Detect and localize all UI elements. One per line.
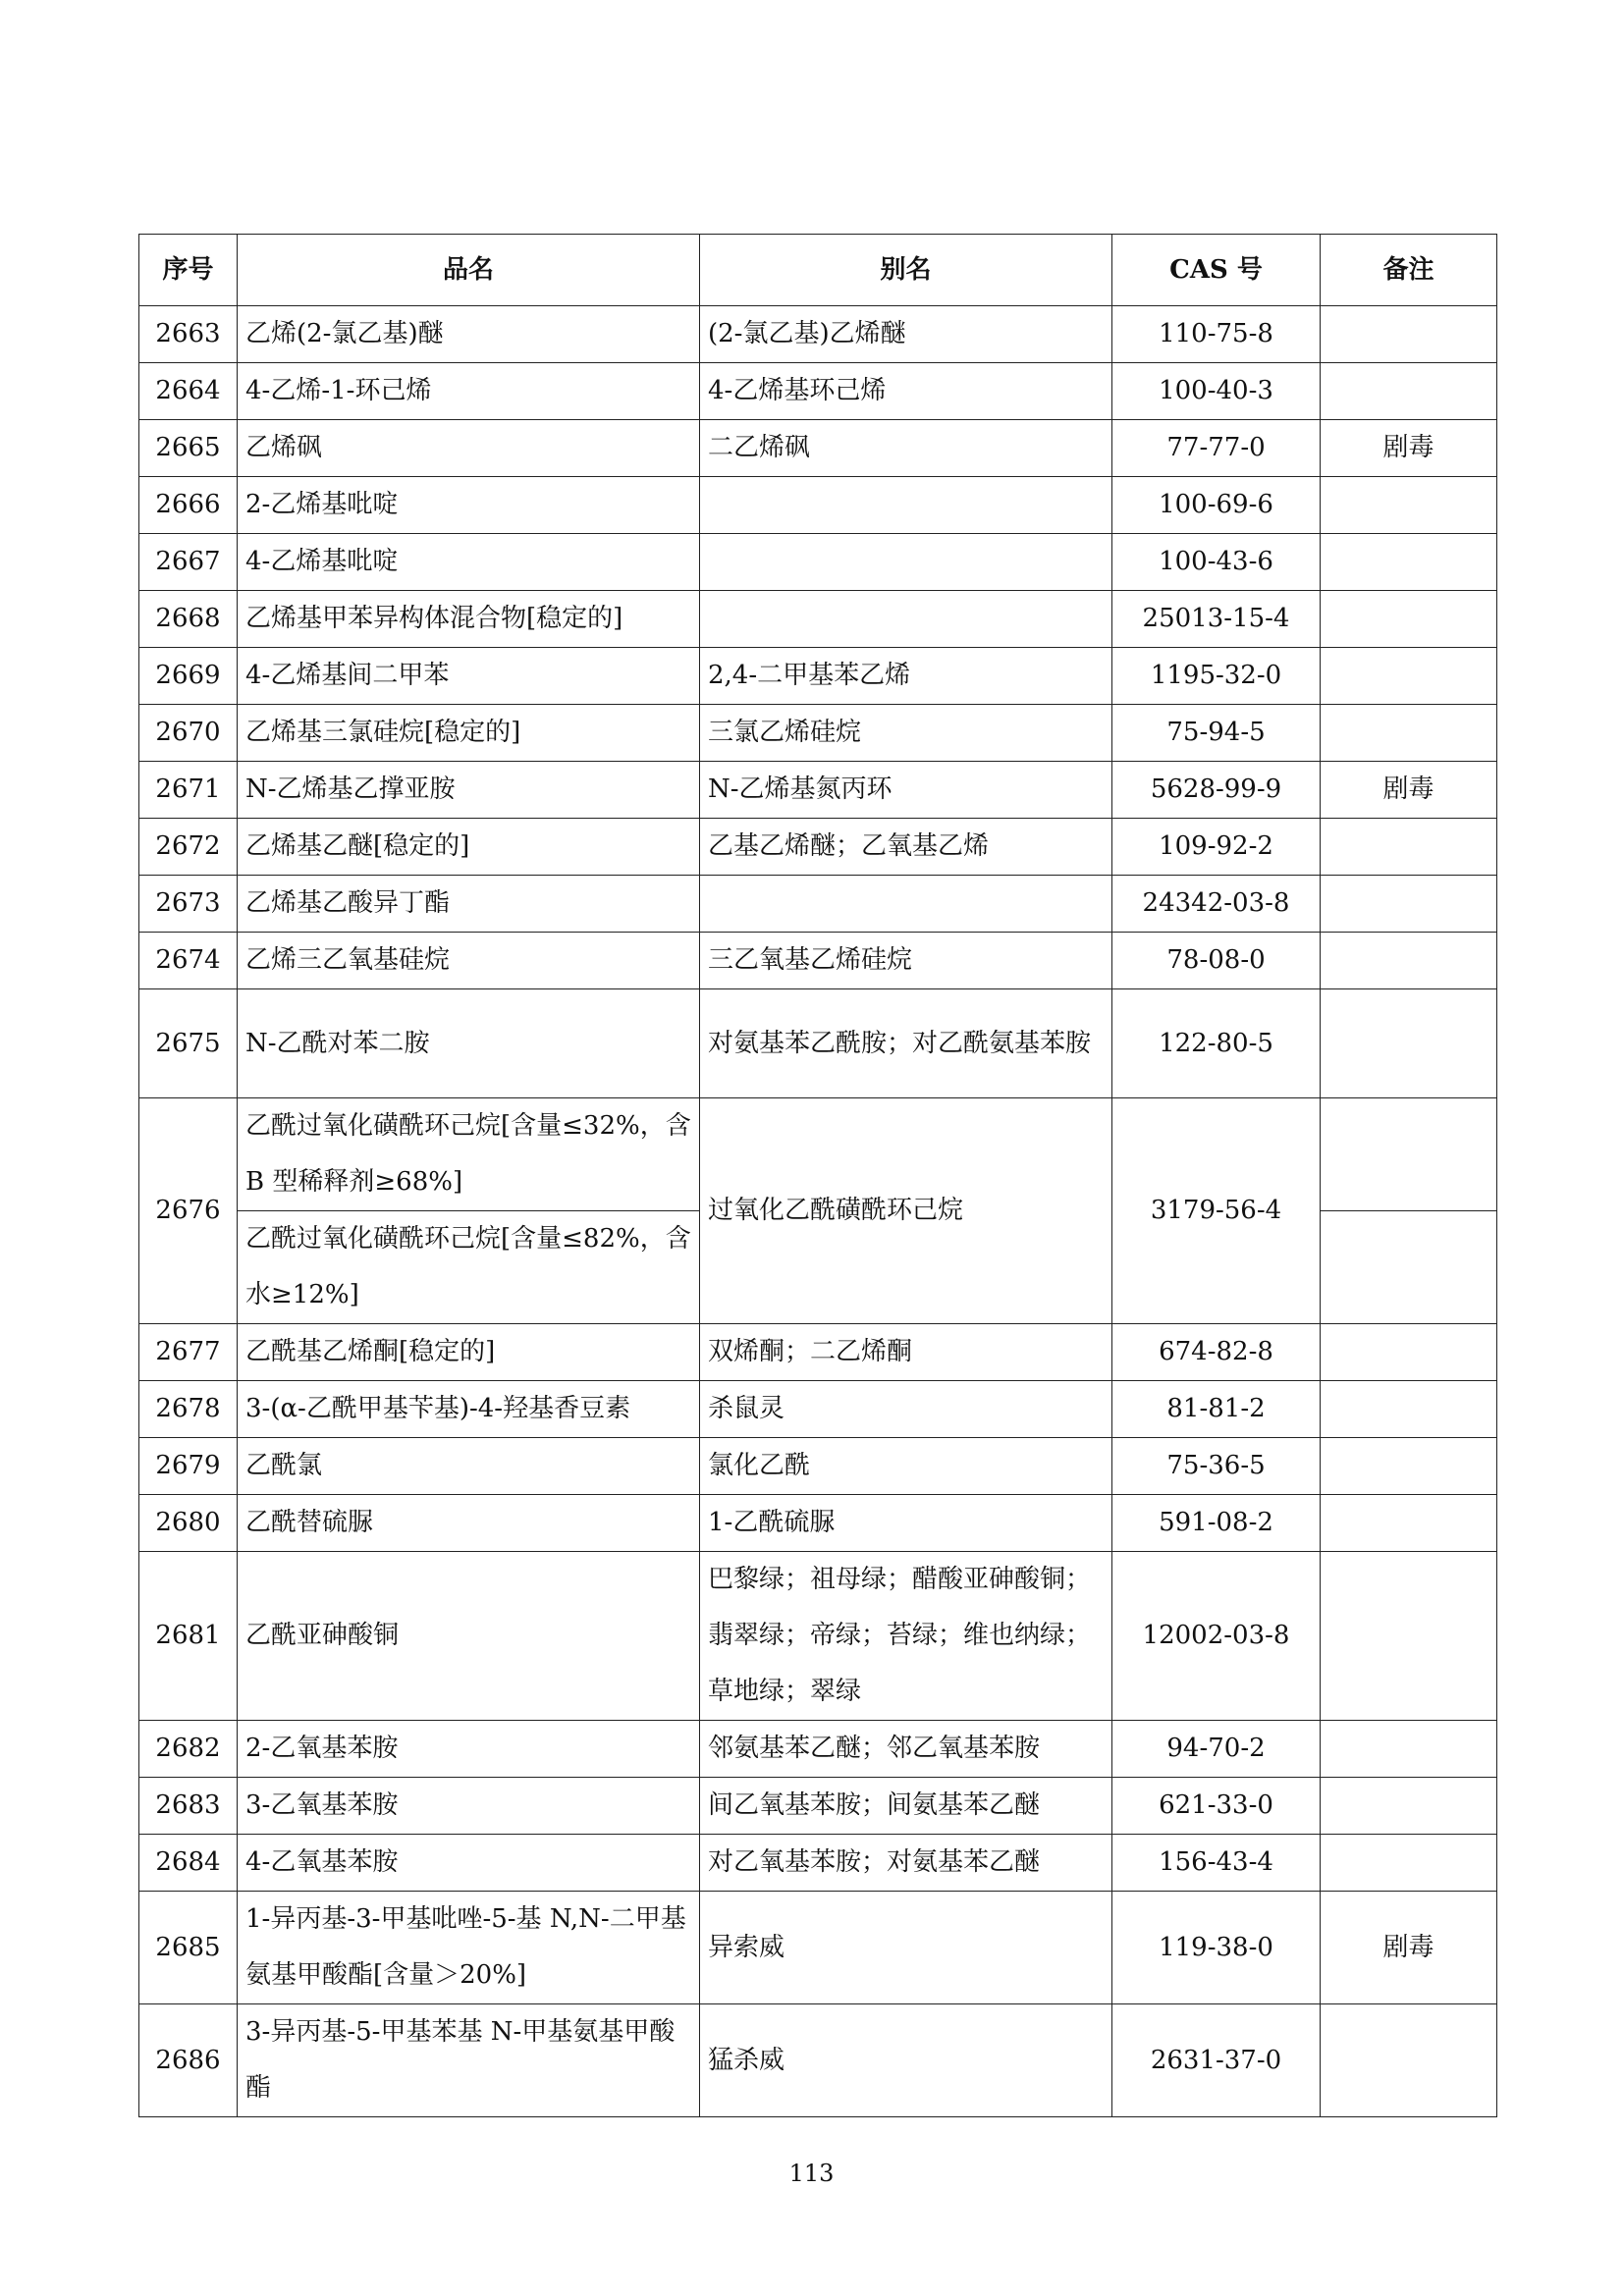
cell-no: 2677: [139, 1324, 238, 1381]
cell-alias: 1-乙酰硫脲: [700, 1495, 1112, 1552]
cell-no: 2680: [139, 1495, 238, 1552]
cell-name: 乙烯三乙氧基硅烷: [238, 933, 700, 989]
page-number: 113: [788, 2160, 835, 2187]
cell-no: 2684: [139, 1835, 238, 1892]
cell-no: 2681: [139, 1552, 238, 1721]
cell-name: 乙烯砜: [238, 420, 700, 477]
cell-no: 2663: [139, 306, 238, 363]
table-row: [139, 1835, 1497, 1892]
cell-name: 2-乙氧基苯胺: [238, 1721, 700, 1778]
cell-name: 4-乙氧基苯胺: [238, 1835, 700, 1892]
cell-note: [1321, 705, 1497, 762]
cell-alias: 过氧化乙酰磺酰环己烷: [700, 1098, 1112, 1324]
cell-note: [1321, 819, 1497, 876]
cell-name: 4-乙烯基间二甲苯: [238, 648, 700, 705]
cell-cas: 81-81-2: [1112, 1381, 1321, 1438]
cell-note: [1321, 363, 1497, 420]
cell-cas: 109-92-2: [1112, 819, 1321, 876]
cell-name: 4-乙烯-1-环己烯: [238, 363, 700, 420]
cell-no: 2665: [139, 420, 238, 477]
cell-alias: 猛杀威: [700, 2004, 1112, 2117]
cell-cas: 24342-03-8: [1112, 876, 1321, 933]
table-row: [139, 534, 1497, 591]
cell-alias: (2-氯乙基)乙烯醚: [700, 306, 1112, 363]
cell-name: 乙烯基三氯硅烷[稳定的]: [238, 705, 700, 762]
cell-cas: 78-08-0: [1112, 933, 1321, 989]
cell-alias: 邻氨基苯乙醚；邻乙氧基苯胺: [700, 1721, 1112, 1778]
cell-no: 2673: [139, 876, 238, 933]
cell-no: 2676: [139, 1098, 238, 1324]
cell-alias: 二乙烯砜: [700, 420, 1112, 477]
cell-name: 乙酰替硫脲: [238, 1495, 700, 1552]
table-row: [139, 477, 1497, 534]
cell-note: [1321, 876, 1497, 933]
cell-alias: 对氨基苯乙酰胺；对乙酰氨基苯胺: [700, 989, 1112, 1098]
cell-cas: 591-08-2: [1112, 1495, 1321, 1552]
table-row: [139, 876, 1497, 933]
cell-alias: [700, 876, 1112, 933]
cell-cas: 621-33-0: [1112, 1778, 1321, 1835]
cell-cas: 77-77-0: [1112, 420, 1321, 477]
header-alias: 别名: [700, 235, 1112, 306]
cell-cas: 12002-03-8: [1112, 1552, 1321, 1721]
table-row: [139, 1324, 1497, 1381]
table-row: [139, 1721, 1497, 1778]
cell-no: 2686: [139, 2004, 238, 2117]
cell-name: 4-乙烯基吡啶: [238, 534, 700, 591]
cell-name: 3-异丙基-5-甲基苯基 N-甲基氨基甲酸酯: [238, 2004, 700, 2117]
cell-note: [1321, 1721, 1497, 1778]
table-body: [139, 306, 1497, 2117]
header-note: 备注: [1321, 235, 1497, 306]
cell-cas: 5628-99-9: [1112, 762, 1321, 819]
cell-no: 2685: [139, 1892, 238, 2004]
cell-note: [1321, 1098, 1497, 1211]
cell-no: 2679: [139, 1438, 238, 1495]
cell-no: 2670: [139, 705, 238, 762]
cell-note: 剧毒: [1321, 420, 1497, 477]
table-row: [139, 933, 1497, 989]
cell-no: 2683: [139, 1778, 238, 1835]
table-row: [139, 762, 1497, 819]
cell-note: [1321, 1381, 1497, 1438]
cell-note: [1321, 1211, 1497, 1324]
cell-alias: 4-乙烯基环己烯: [700, 363, 1112, 420]
cell-name: 乙烯基乙酸异丁酯: [238, 876, 700, 933]
table-row: [139, 1438, 1497, 1495]
cell-note: [1321, 1778, 1497, 1835]
table-row: [139, 989, 1497, 1098]
cell-name: 乙酰亚砷酸铜: [238, 1552, 700, 1721]
cell-cas: 2631-37-0: [1112, 2004, 1321, 2117]
cell-cas: 75-36-5: [1112, 1438, 1321, 1495]
table-row: [139, 306, 1497, 363]
table-row: [139, 705, 1497, 762]
cell-name: 乙酰过氧化磺酰环己烷[含量≤32%，含 B 型稀释剂≥68%]: [238, 1098, 700, 1211]
table-row: [139, 591, 1497, 648]
cell-alias: 杀鼠灵: [700, 1381, 1112, 1438]
table-row: [139, 420, 1497, 477]
cell-cas: 100-40-3: [1112, 363, 1321, 420]
cell-name: 2-乙烯基吡啶: [238, 477, 700, 534]
table-row: [139, 1495, 1497, 1552]
cell-note: [1321, 1495, 1497, 1552]
cell-name: 3-(α-乙酰甲基苄基)-4-羟基香豆素: [238, 1381, 700, 1438]
cell-alias: 巴黎绿；祖母绿；醋酸亚砷酸铜；翡翠绿；帝绿；苔绿；维也纳绿；草地绿；翠绿: [700, 1552, 1112, 1721]
table-row: [139, 363, 1497, 420]
cell-note: [1321, 477, 1497, 534]
cell-alias: 2,4-二甲基苯乙烯: [700, 648, 1112, 705]
cell-name: 1-异丙基-3-甲基吡唑-5-基 N,N-二甲基氨基甲酸酯[含量＞20%]: [238, 1892, 700, 2004]
cell-alias: 双烯酮；二乙烯酮: [700, 1324, 1112, 1381]
cell-note: 剧毒: [1321, 1892, 1497, 2004]
cell-note: [1321, 989, 1497, 1098]
cell-note: [1321, 306, 1497, 363]
header-cas: CAS 号: [1112, 235, 1321, 306]
cell-no: 2668: [139, 591, 238, 648]
cell-cas: 156-43-4: [1112, 1835, 1321, 1892]
cell-name: N-乙烯基乙撑亚胺: [238, 762, 700, 819]
cell-alias: 三氯乙烯硅烷: [700, 705, 1112, 762]
cell-alias: [700, 477, 1112, 534]
header-no: 序号: [139, 235, 238, 306]
cell-alias: 氯化乙酰: [700, 1438, 1112, 1495]
cell-cas: 100-69-6: [1112, 477, 1321, 534]
cell-alias: [700, 534, 1112, 591]
table-row: [139, 1778, 1497, 1835]
cell-no: 2682: [139, 1721, 238, 1778]
cell-note: [1321, 648, 1497, 705]
cell-no: 2674: [139, 933, 238, 989]
header-name: 品名: [238, 235, 700, 306]
cell-alias: [700, 591, 1112, 648]
cell-name: 乙酰基乙烯酮[稳定的]: [238, 1324, 700, 1381]
cell-name: 乙烯基甲苯异构体混合物[稳定的]: [238, 591, 700, 648]
cell-name: 3-乙氧基苯胺: [238, 1778, 700, 1835]
cell-cas: 3179-56-4: [1112, 1098, 1321, 1324]
cell-name: 乙酰氯: [238, 1438, 700, 1495]
cell-no: 2667: [139, 534, 238, 591]
table-row: [139, 648, 1497, 705]
cell-note: [1321, 591, 1497, 648]
cell-cas: 674-82-8: [1112, 1324, 1321, 1381]
cell-note: [1321, 1835, 1497, 1892]
cell-cas: 94-70-2: [1112, 1721, 1321, 1778]
chemical-table: [138, 234, 1497, 2117]
cell-no: 2669: [139, 648, 238, 705]
cell-note: [1321, 534, 1497, 591]
cell-cas: 110-75-8: [1112, 306, 1321, 363]
cell-alias: 对乙氧基苯胺；对氨基苯乙醚: [700, 1835, 1112, 1892]
cell-cas: 119-38-0: [1112, 1892, 1321, 2004]
cell-alias: 乙基乙烯醚；乙氧基乙烯: [700, 819, 1112, 876]
cell-alias: 间乙氧基苯胺；间氨基苯乙醚: [700, 1778, 1112, 1835]
table-row: [139, 1892, 1497, 2004]
cell-note: [1321, 1438, 1497, 1495]
cell-alias: 三乙氧基乙烯硅烷: [700, 933, 1112, 989]
cell-no: 2672: [139, 819, 238, 876]
cell-name: N-乙酰对苯二胺: [238, 989, 700, 1098]
cell-note: [1321, 1324, 1497, 1381]
cell-note: [1321, 933, 1497, 989]
cell-cas: 75-94-5: [1112, 705, 1321, 762]
cell-note: [1321, 1552, 1497, 1721]
cell-no: 2666: [139, 477, 238, 534]
cell-no: 2675: [139, 989, 238, 1098]
cell-cas: 100-43-6: [1112, 534, 1321, 591]
table-row: [139, 2004, 1497, 2117]
cell-alias: N-乙烯基氮丙环: [700, 762, 1112, 819]
cell-cas: 25013-15-4: [1112, 591, 1321, 648]
cell-note: [1321, 2004, 1497, 2117]
cell-no: 2664: [139, 363, 238, 420]
table-row: [139, 819, 1497, 876]
table-row: [139, 1098, 1497, 1211]
header-row: [139, 235, 1497, 306]
cell-note: 剧毒: [1321, 762, 1497, 819]
cell-name: 乙烯(2-氯乙基)醚: [238, 306, 700, 363]
cell-alias: 异索威: [700, 1892, 1112, 2004]
cell-cas: 122-80-5: [1112, 989, 1321, 1098]
table-row: [139, 1552, 1497, 1721]
table-row: [139, 1381, 1497, 1438]
cell-cas: 1195-32-0: [1112, 648, 1321, 705]
cell-no: 2678: [139, 1381, 238, 1438]
cell-no: 2671: [139, 762, 238, 819]
cell-name: 乙酰过氧化磺酰环己烷[含量≤82%，含水≥12%]: [238, 1211, 700, 1324]
cell-name: 乙烯基乙醚[稳定的]: [238, 819, 700, 876]
